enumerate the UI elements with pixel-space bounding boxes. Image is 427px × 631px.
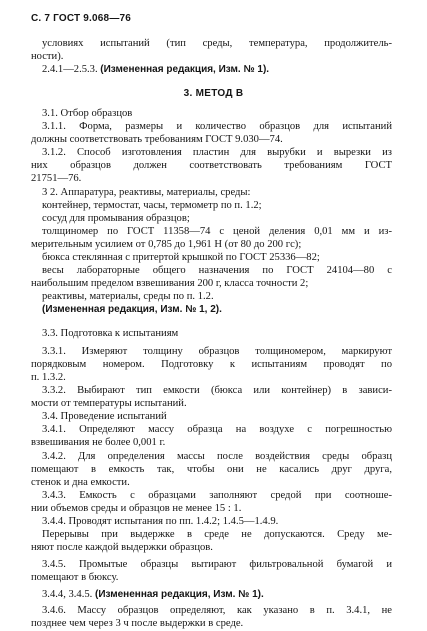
text-line: весы лабораторные общего назначения по ГОСТ 24104—80 с bbox=[42, 265, 392, 276]
text-line: 3.3.2. Выбирают тип емкости (бюкса или контейнер) в зависи- bbox=[42, 385, 392, 396]
text-line: должны соответствовать требованиям ГОСТ 9.030—74. bbox=[31, 134, 283, 145]
text-line: 3.4.6. Массу образцов определяют, как указано в п. 3.4.1, не bbox=[42, 605, 392, 616]
text-line: сосуд для промывания образцов; bbox=[42, 213, 190, 224]
text-line: 3.4.4. Проводят испытания по пп. 1.4.2; 1.4.5—1.4.9. bbox=[42, 516, 279, 527]
text-line: взвешивания не более 0,001 г. bbox=[31, 437, 166, 448]
section-title: 3. МЕТОД В bbox=[183, 88, 244, 99]
text-line: 3.4.1. Определяют массу образца на воздухе с погрешностью bbox=[42, 424, 392, 435]
text-line: 3.3.1. Измеряют толщину образцов толщиномером, маркируют bbox=[42, 346, 392, 357]
text-line: толщиномер по ГОСТ 11358—74 с ценой деления 0,01 мм и из- bbox=[42, 226, 392, 237]
text-line: наибольшим пределом взвешивания 200 г, класса точности 2; bbox=[31, 278, 309, 289]
text-line: помещают в емкость так, чтобы они не касались друг друга, bbox=[31, 464, 392, 475]
amendment-note: (Измененная редакция, Изм. № 1, 2). bbox=[42, 304, 222, 315]
page-header: С. 7 ГОСТ 9.068—76 bbox=[31, 13, 132, 24]
text-line: 3.4.2. Для определения массы после воздействия среды образц bbox=[42, 451, 392, 462]
text-line: 3.4.3. Емкость с образцами заполняют средой при соотноше- bbox=[42, 490, 392, 501]
text-line: условиях испытаний (тип среды, температура, продолжитель- bbox=[42, 38, 392, 49]
text-line: порядковым номером. Подготовку к испытаниям проводят по bbox=[31, 359, 392, 370]
text-line: 3.4. Проведение испытаний bbox=[42, 411, 167, 422]
text-line: стенок и дна емкости. bbox=[31, 477, 130, 488]
text-line: няют после каждой выдержки образцов. bbox=[31, 542, 213, 553]
text-line: нии объемов среды и образцов не менее 15 : 1. bbox=[31, 503, 242, 514]
text-line: 21751—76. bbox=[31, 173, 82, 184]
text-line: контейнер, термостат, часы, термометр по п. 1.2; bbox=[42, 200, 262, 211]
text-line: реактивы, материалы, среды по п. 1.2. bbox=[42, 291, 214, 302]
text-line: них образцов должен соответствовать требованиям ГОСТ bbox=[31, 160, 392, 171]
text-line bbox=[42, 63, 269, 76]
text-line: 3.3. Подготовка к испытаниям bbox=[42, 328, 179, 339]
text-line bbox=[42, 588, 264, 601]
text-line: бюкса стеклянная с притертой крышкой по ГОСТ 25336—82; bbox=[42, 252, 320, 263]
text-line: 3.1. Отбор образцов bbox=[42, 108, 133, 119]
text-line: мерительным усилием от 0,785 до 1,961 Н (от 80 до 200 гс); bbox=[31, 239, 302, 250]
clause-ref: 3.4.4, 3.4.5. bbox=[42, 589, 93, 600]
text-line: п. 1.3.2. bbox=[31, 372, 66, 383]
text-line: 3.1.1. Форма, размеры и количество образцов для испытаний bbox=[42, 121, 392, 132]
text-line: Перерывы при выдержке в среде не допускаются. Среду ме- bbox=[42, 529, 392, 540]
text-line: мости от температуры испытаний. bbox=[31, 398, 187, 409]
amendment-note: (Измененная редакция, Изм. № 1). bbox=[94, 589, 264, 600]
clause-ref: 2.4.1—2.5.3. bbox=[42, 64, 98, 75]
text-line: 3.1.2. Способ изготовления пластин для вырубки и вырезки из bbox=[42, 147, 392, 158]
amendment-note: (Измененная редакция, Изм. № 1). bbox=[100, 64, 270, 75]
text-line: помещают в бюксу. bbox=[31, 572, 119, 583]
text-line: позднее чем через 3 ч после выдержки в среде. bbox=[31, 618, 244, 629]
text-line: ности). bbox=[31, 51, 64, 62]
text-line: 3.4.5. Промытые образцы вытирают фильтровальной бумагой и bbox=[42, 559, 392, 570]
text-line: 3 2. Аппаратура, реактивы, материалы, среды: bbox=[42, 187, 251, 198]
